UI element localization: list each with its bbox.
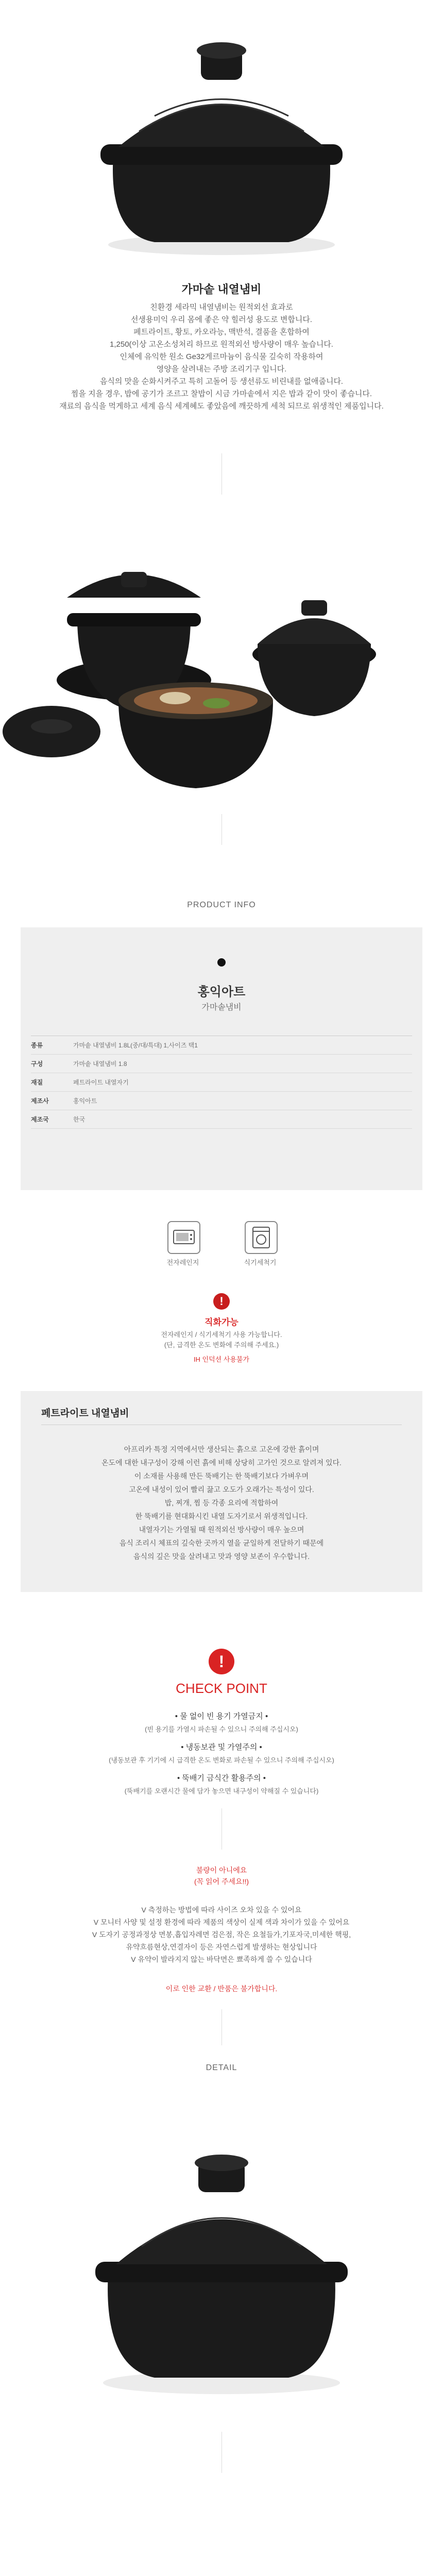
petalite-line: 온도에 대한 내구성이 강해 이런 흙에 비해 상당히 고가인 것으로 알려져 있다. <box>101 1459 342 1467</box>
petalite-line: 내열자기는 가열될 때 원적외선 방사량이 매우 높으며 <box>139 1526 304 1534</box>
petalite-line: 고온에 내성이 있어 빨리 끓고 오도가 오래가는 특성이 있다. <box>129 1485 314 1494</box>
petalite-line: 이 소재를 사용해 만든 뚝배기는 한 뚝배기보다 가벼우며 <box>134 1472 309 1480</box>
spec-value: 가마솥 내열냄비 1.8 <box>73 1055 412 1073</box>
dishwasher-label: 식기세척기 <box>244 1259 277 1266</box>
intro-line: 찜을 지을 경우, 밥에 공기가 조르고 찰밥이 시금 가마솥에서 지은 밥과 같이 맛이 좋습니다. <box>71 389 372 398</box>
spec-value: 가마솥 내열냄비 1.8L(중/대/특대) 1,사이즈 택1 <box>73 1036 412 1055</box>
fire-title: 직화가능 <box>205 1317 238 1327</box>
checkpoint-head: • 뚝배기 금식간 활용주의 • <box>177 1774 266 1783</box>
induction-warning: IH 인덕션 사용불가 <box>193 1355 250 1363</box>
intro-line: 1,250(이상 고온소성처리 하므로 원적외선 방사량이 매우 높습니다. <box>110 340 333 349</box>
spec-key: 구성 <box>31 1055 73 1073</box>
petalite-line: 음식 조리시 체표의 깊숙한 곳까지 열을 균일하게 전달하기 때문에 <box>119 1539 324 1547</box>
hero-image <box>0 0 443 268</box>
table-row <box>31 1036 412 1055</box>
fire-note-line: (단, 급격한 온도 변화에 주의해 주세요.) <box>164 1341 279 1349</box>
spec-table <box>31 1036 412 1129</box>
checkpoint-body: (냉동보관 후 기기에 시 급격한 온도 변화로 파손될 수 있으니 주의해 주십시오) <box>109 1756 334 1764</box>
spec-value: 한국 <box>73 1110 412 1129</box>
checkpoint-body: (빈 용기를 가열시 파손될 수 있으니 주의해 주십시오) <box>145 1725 298 1733</box>
intro-line: 인체에 유익한 원소 Ge32게르마늄이 음식물 깊숙히 작용하여 <box>120 352 323 361</box>
spec-value: 페트라이트 내열자기 <box>73 1073 412 1092</box>
microwave-icon <box>167 1221 200 1254</box>
checkpoint-alert-icon: ! <box>209 1649 234 1674</box>
checkpoint-body: (뚝배기를 오랜시간 물에 담가 놓으면 내구성이 약해질 수 있습니다) <box>124 1787 319 1795</box>
intro-line: 음식의 맛을 순화시켜주고 특히 고돌어 등 생선류도 비린내를 없애줍니다. <box>99 377 344 386</box>
note-line: V 측정하는 방법에 따라 사이즈 오차 있을 수 있어요 <box>141 1906 302 1914</box>
detail-label: DETAIL <box>206 2063 237 2072</box>
microwave-label: 전자레인지 <box>166 1259 199 1266</box>
spec-key: 제조국 <box>31 1110 73 1129</box>
note-line: V 도자기 공정과정상 면봉,흡입자레면 검은점, 작은 요철들가,기포자국,미세한 핵핑, <box>92 1930 351 1939</box>
note-line: 유약흐름현상,연결자이 등은 자연스럽게 발생하는 현상입니다 <box>126 1943 317 1951</box>
product-info-label: PRODUCT INFO <box>187 901 256 909</box>
petalite-line: 음식의 깊은 맛을 살려내고 맛과 영양 보존이 우수합니다. <box>133 1552 310 1561</box>
intro-description <box>0 301 443 413</box>
table-row <box>31 1055 412 1073</box>
defect-notice-sub: (꼭 읽어 주세요!!) <box>194 1877 249 1886</box>
petalite-line: 한 뚝배기를 현대화시킨 내열 도자기로서 위생적입니다. <box>135 1512 308 1520</box>
intro-line: 페트라이트, 황토, 카오라능, 맥반석, 결품을 혼합하여 <box>133 328 310 336</box>
checkpoint-title: CHECK POINT <box>176 1681 267 1696</box>
petalite-line: 밥, 찌개, 찜 등 각종 요리에 적합하여 <box>164 1499 279 1507</box>
no-refund-notice: 이로 인한 교환 / 반품은 불가합니다. <box>165 1985 278 1993</box>
hero-pot-illustration <box>0 0 443 268</box>
warning-icon: ! <box>213 1293 230 1310</box>
spec-key: 제조사 <box>31 1092 73 1110</box>
defect-notes <box>0 1904 443 1965</box>
checkpoint-head: • 물 없이 빈 용기 가열금지 • <box>175 1712 268 1721</box>
spec-key: 종류 <box>31 1036 73 1055</box>
note-line: V 모니터 사양 및 설정 환경에 따라 제품의 색상이 실제 색과 차이가 있을 수 있어요 <box>93 1918 350 1926</box>
petalite-line: 아프리카 특정 지역에서만 생산되는 흙으로 고온에 강한 흙이며 <box>124 1445 319 1453</box>
petalite-title: 페트라이트 내열냄비 <box>41 1408 129 1419</box>
petalite-description <box>0 1443 443 1563</box>
detail-closeup-image <box>0 2488 443 2576</box>
defect-notice: 불량이 아니에요 <box>196 1866 247 1874</box>
detail-pot-image <box>0 2102 443 2411</box>
brand-subtitle: 가마솥냄비 <box>201 1003 242 1012</box>
table-row <box>31 1092 412 1110</box>
table-row <box>31 1110 412 1129</box>
dishwasher-icon <box>245 1221 278 1254</box>
table-row <box>31 1073 412 1092</box>
note-line: V 유약이 발라지지 않는 바닥면은 뾰족하게 쓸 수 있습니다 <box>131 1955 312 1963</box>
intro-title: 가마솥 내열냄비 <box>181 283 262 296</box>
brand-dot <box>217 958 226 967</box>
intro-line: 친환경 세라믹 내열냄비는 원적외선 효과로 <box>150 303 293 312</box>
intro-line: 재료의 음식을 먹게하고 세계 음식 세계혜도 좋았음에 깨끗하게 세척 되므로 위생적인 제품입니다. <box>59 402 384 411</box>
checkpoint-head: • 냉동보관 및 가열주의 • <box>181 1743 262 1752</box>
spec-key: 재질 <box>31 1073 73 1092</box>
fire-note-line: 전자레인지 / 식기세척기 사용 가능합니다. <box>161 1331 282 1338</box>
intro-line: 선생용미익 우리 몸에 좋은 약 힐러성 용도로 변합니다. <box>130 315 313 324</box>
brand-name: 홍익아트 <box>197 985 246 999</box>
product-group-image <box>0 515 443 804</box>
intro-line: 영양을 살려내는 주방 조리기구 입니다. <box>156 365 287 374</box>
spec-value: 홍익아트 <box>73 1092 412 1110</box>
